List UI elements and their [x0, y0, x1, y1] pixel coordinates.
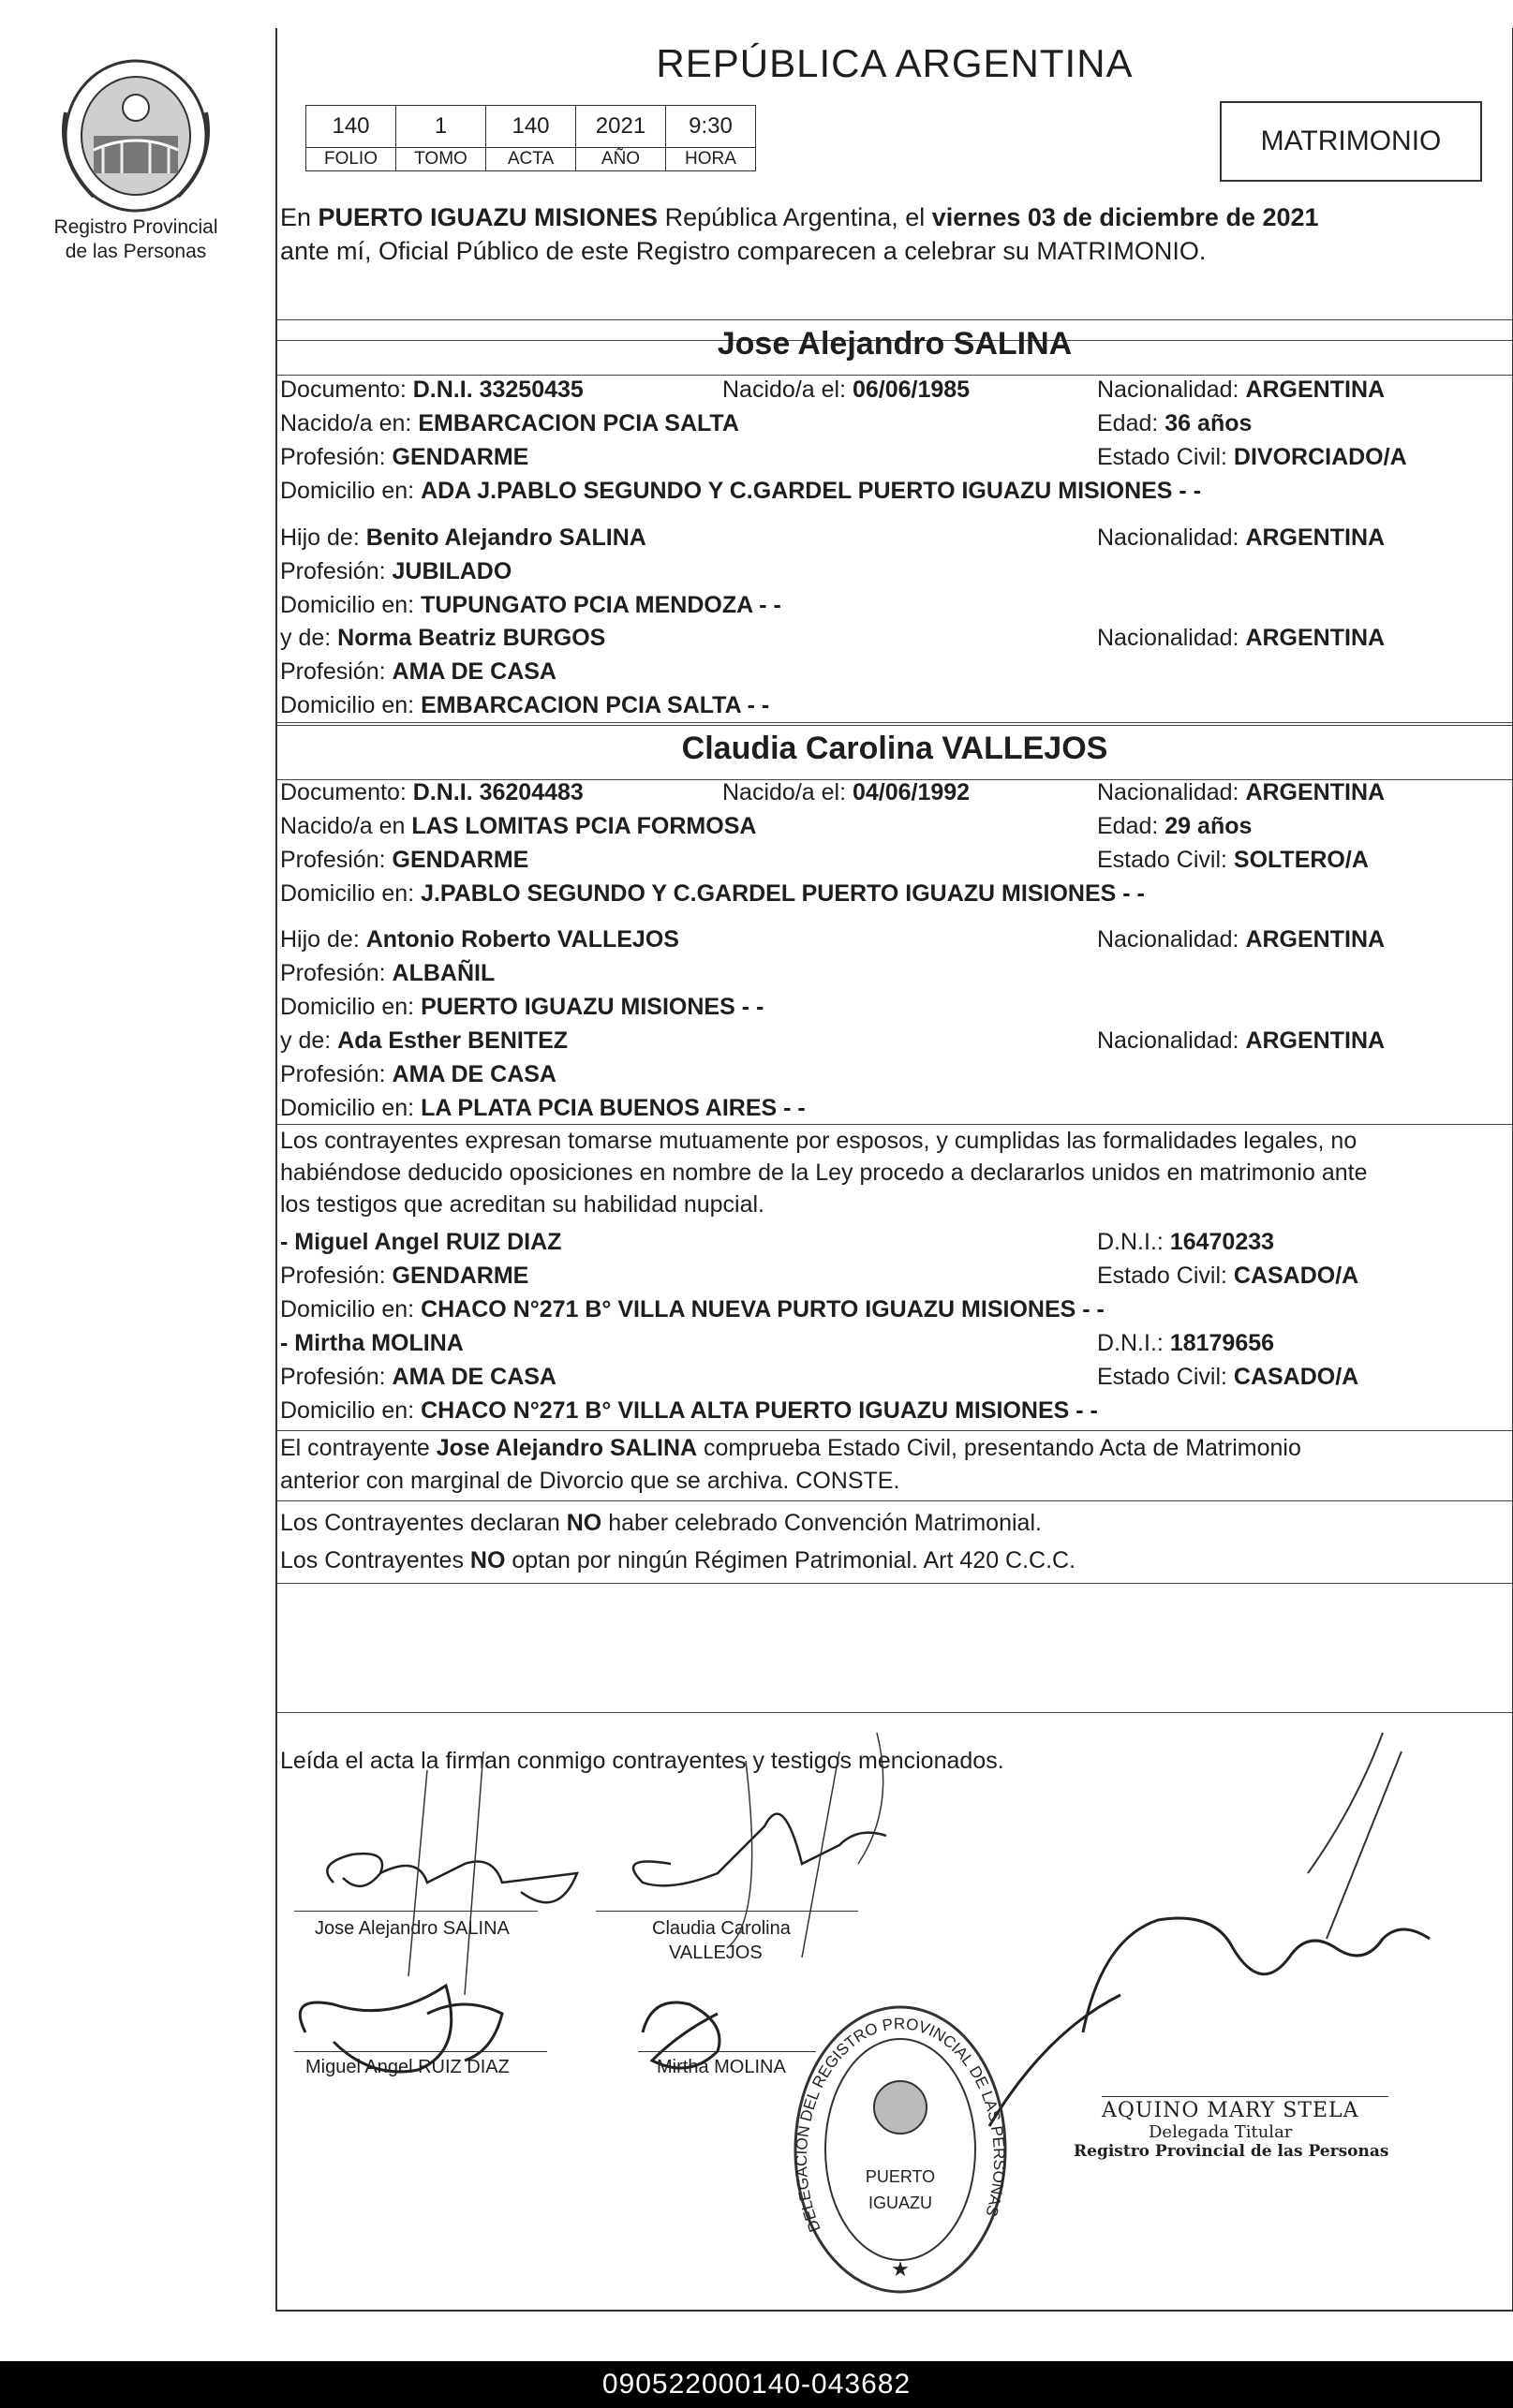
folio-table — [305, 105, 756, 171]
note-line-2: anterior con marginal de Divorcio que se archiva. CONSTE. — [280, 1468, 900, 1494]
witness-1-name: - Miguel Angel RUIZ DIAZ — [280, 1229, 562, 1255]
witness-1-signature-label: Miguel Angel RUIZ DIAZ — [305, 2057, 510, 2077]
groom-mother-address: Domicilio en: EMBARCACION PCIA SALTA - - — [280, 692, 770, 718]
act-frame — [275, 28, 1513, 2312]
bride-signature-label-2: VALLEJOS — [669, 1943, 763, 1963]
bride-age: Edad: 29 años — [1097, 813, 1253, 839]
witness-2-profession: Profesión: AMA DE CASA — [280, 1364, 556, 1390]
groom-address: Domicilio en: ADA J.PABLO SEGUNDO Y C.GARDEL PUERTO IGUAZU MISIONES - - — [280, 478, 1202, 504]
groom-father-nationality: Nacionalidad: ARGENTINA — [1097, 524, 1386, 551]
groom-birthdate: Nacido/a el: 06/06/1985 — [722, 377, 971, 403]
bride-document: Documento: D.N.I. 36204483 — [280, 779, 584, 805]
convention-line-2: Los Contrayentes NO optan por ningún Régimen Patrimonial. Art 420 C.C.C. — [280, 1547, 1076, 1573]
bride-mother: y de: Ada Esther BENITEZ — [280, 1027, 569, 1054]
acta-label: ACTA — [486, 148, 576, 171]
tomo-label: TOMO — [396, 148, 486, 171]
bride-nationality: Nacionalidad: ARGENTINA — [1097, 779, 1386, 805]
seal-center-line2: IGUAZU — [868, 2194, 933, 2212]
groom-father: Hijo de: Benito Alejandro SALINA — [280, 524, 646, 551]
bride-profession: Profesión: GENDARME — [280, 847, 529, 873]
declaration-line-1: Los contrayentes expresan tomarse mutuamente por esposos, y cumplidas las formalidades legales, no — [280, 1128, 1357, 1154]
bride-mother-nationality: Nacionalidad: ARGENTINA — [1097, 1027, 1386, 1054]
anio-value: 2021 — [576, 106, 666, 148]
logo-caption-line1: Registro Provincial — [53, 216, 218, 238]
bride-signature-label-1: Claudia Carolina — [652, 1918, 791, 1939]
bride-father-address: Domicilio en: PUERTO IGUAZU MISIONES - - — [280, 994, 764, 1020]
groom-mother-profession: Profesión: AMA DE CASA — [280, 658, 556, 685]
bride-name: Claudia Carolina VALLEJOS — [681, 731, 1108, 766]
witness-2-civil-status: Estado Civil: CASADO/A — [1097, 1364, 1359, 1390]
act-type-box: MATRIMONIO — [1220, 101, 1482, 182]
hora-value: 9:30 — [666, 106, 756, 148]
registry-seal-icon — [783, 1995, 1017, 2304]
groom-father-profession: Profesión: JUBILADO — [280, 558, 512, 584]
groom-mother: y de: Norma Beatriz BURGOS — [280, 625, 606, 651]
bride-father-profession: Profesión: ALBAÑIL — [280, 960, 496, 986]
folio-label: FOLIO — [306, 148, 396, 171]
closing-text: Leída el acta la firman conmigo contrayentes y testigos mencionados. — [280, 1748, 1004, 1774]
bride-civil-status: Estado Civil: SOLTERO/A — [1097, 847, 1369, 873]
seal-ring-text: DELEGACION DEL REGISTRO PROVINCIAL DE LAS PERSONAS — [792, 2015, 1009, 2235]
hora-label: HORA — [666, 148, 756, 171]
bride-address: Domicilio en: J.PABLO SEGUNDO Y C.GARDEL PUERTO IGUAZU MISIONES - - — [280, 880, 1145, 907]
groom-name: Jose Alejandro SALINA — [717, 326, 1073, 362]
groom-signature-label: Jose Alejandro SALINA — [315, 1918, 510, 1939]
declaration-line-2: habiéndose deducido oposiciones en nombre de la Ley procedo a declararlos unidos en matrimonio ante — [280, 1160, 1368, 1186]
page-title: REPÚBLICA ARGENTINA — [656, 41, 1134, 85]
groom-nationality: Nacionalidad: ARGENTINA — [1097, 377, 1386, 403]
convention-line-1: Los Contrayentes declaran NO haber celebrado Convención Matrimonial. — [280, 1510, 1042, 1536]
svg-text:★: ★ — [891, 2257, 910, 2281]
officer-office: Registro Provincial de las Personas — [1074, 2142, 1389, 2161]
witness-2-address: Domicilio en: CHACO N°271 B° VILLA ALTA PUERTO IGUAZU MISIONES - - — [280, 1397, 1098, 1424]
officer-name: AQUINO MARY STELA — [1102, 2096, 1388, 2122]
officer-role: Delegada Titular — [1149, 2122, 1293, 2142]
declaration-line-3: los testigos que acreditan su habilidad nupcial. — [280, 1191, 765, 1218]
witness-2-name: - Mirtha MOLINA — [280, 1330, 464, 1356]
intro-line-2: ante mí, Oficial Público de este Registro comparecen a celebrar su MATRIMONIO. — [280, 237, 1207, 265]
acta-value: 140 — [486, 106, 576, 148]
registry-logo — [37, 56, 234, 264]
witness-1-dni: D.N.I.: 16470233 — [1097, 1229, 1275, 1255]
witness-2-dni: D.N.I.: 18179656 — [1097, 1330, 1275, 1356]
tomo-value: 1 — [396, 106, 486, 148]
document-barcode-number: 090522000140-043682 — [0, 2361, 1513, 2408]
bride-birthdate: Nacido/a el: 04/06/1992 — [722, 779, 971, 805]
officer-stamp — [1074, 2096, 1388, 2161]
witness-1-address: Domicilio en: CHACO N°271 B° VILLA NUEVA PURTO IGUAZU MISIONES - - — [280, 1296, 1105, 1322]
logo-caption-line2: de las Personas — [65, 241, 207, 262]
folio-value: 140 — [306, 106, 396, 148]
intro-line-1: En PUERTO IGUAZU MISIONES República Argentina, el viernes 03 de diciembre de 2021 — [280, 203, 1319, 231]
groom-profession: Profesión: GENDARME — [280, 444, 529, 470]
misiones-coat-of-arms-icon — [56, 56, 215, 215]
bride-mother-profession: Profesión: AMA DE CASA — [280, 1061, 556, 1087]
witness-1-profession: Profesión: GENDARME — [280, 1263, 529, 1289]
witness-2-signature-label: Mirtha MOLINA — [657, 2057, 786, 2077]
seal-center-line1: PUERTO — [865, 2167, 936, 2186]
groom-document: Documento: D.N.I. 33250435 — [280, 377, 584, 403]
groom-age: Edad: 36 años — [1097, 410, 1253, 436]
bride-birthplace: Nacido/a en LAS LOMITAS PCIA FORMOSA — [280, 813, 757, 839]
groom-mother-nationality: Nacionalidad: ARGENTINA — [1097, 625, 1386, 651]
bride-father-nationality: Nacionalidad: ARGENTINA — [1097, 926, 1386, 953]
groom-civil-status: Estado Civil: DIVORCIADO/A — [1097, 444, 1407, 470]
anio-label: AÑO — [576, 148, 666, 171]
groom-father-address: Domicilio en: TUPUNGATO PCIA MENDOZA - - — [280, 592, 781, 618]
witness-1-civil-status: Estado Civil: CASADO/A — [1097, 1263, 1359, 1289]
bride-father: Hijo de: Antonio Roberto VALLEJOS — [280, 926, 679, 953]
bride-mother-address: Domicilio en: LA PLATA PCIA BUENOS AIRES - - — [280, 1095, 806, 1121]
groom-birthplace: Nacido/a en: EMBARCACION PCIA SALTA — [280, 410, 739, 436]
note-line-1: El contrayente Jose Alejandro SALINA comprueba Estado Civil, presentando Acta de Matrimonio — [280, 1435, 1301, 1461]
